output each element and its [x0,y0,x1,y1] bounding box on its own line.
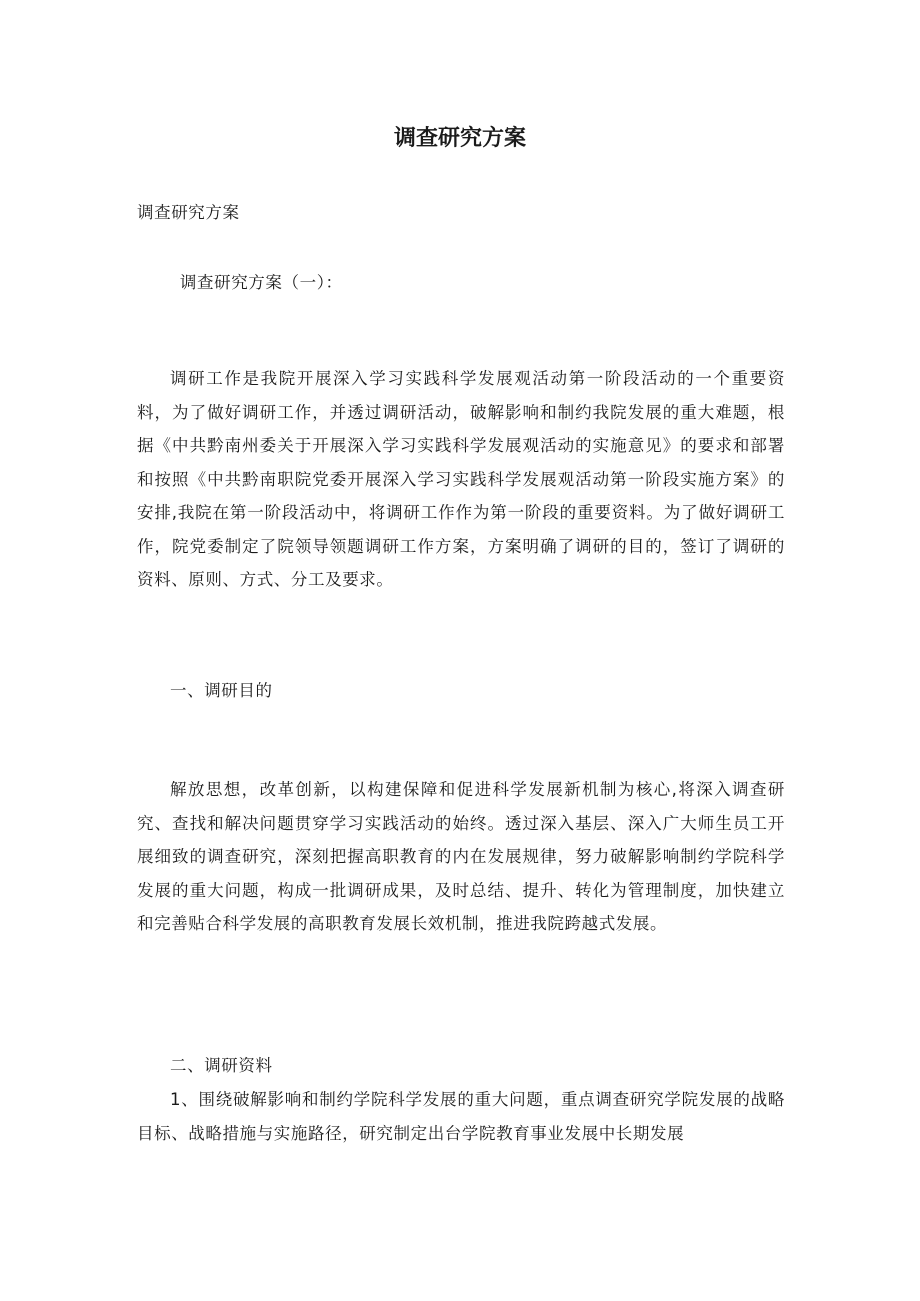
section-heading-content: 二、调研资料 [170,1056,273,1075]
section-heading-purpose: 一、调研目的 [170,681,273,700]
paragraph-purpose: 解放思想，改革创新，以构建保障和促进科学发展新机制为核心,将深入调查研究、查找和解决问题贯穿学习实践活动的始终。透过深入基层、深入广大师生员工开展细致的调查研究，深刻把握高职教育的内在发展规律，努力破解影响制约学院科学发展的重大问题，构成一批调研成果，及时总结、提升、转化为管理制度，加快建立和完善贴合科学发展的高职教育发展长效机制，推进我院跨越式发展。 [137,780,785,933]
paragraph-content-item-1: 1、围绕破解影响和制约学院科学发展的重大问题，重点调查研究学院发展的战略目标、战略措施与实施路径，研究制定出台学院教育事业发展中长期发展 [137,1090,785,1143]
section-label: 调查研究方案（一）： [179,273,343,292]
document-title: 调查研究方案 [393,126,526,151]
document-subtitle: 调查研究方案 [137,203,240,222]
paragraph-intro: 调研工作是我院开展深入学习实践科学发展观活动第一阶段活动的一个重要资料，为了做好调研工作，并透过调研活动，破解影响和制约我院发展的重大难题，根据《中共黔南州委关于开展深入学习实践科学发展观活动的实施意见》的要求和部署和按照《中共黔南职院党委开展深入学习实践科学发展观活动第一阶段实施方案》的安排,我院在第一阶段活动中，将调研工作作为第一阶段的重要资料。为了做好调研工作，院党委制定了院领导领题调研工作方案，方案明确了调研的目的，签订了调研的资料、原则、方式、分工及要求。 [137,369,785,589]
